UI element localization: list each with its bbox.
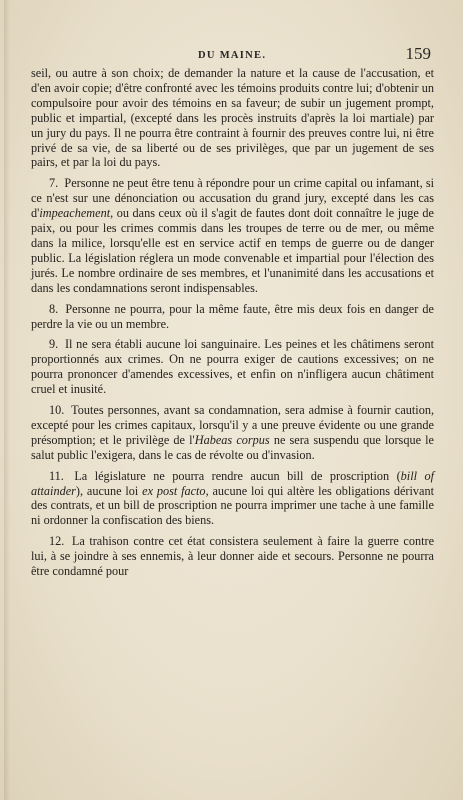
running-head: DU MAINE.	[198, 50, 267, 61]
article-9	[31, 337, 434, 397]
article-7	[31, 176, 434, 295]
text-segment: Toutes personnes, avant sa condamnation, sera admise à fournir caution, excepté pour les crimes capitaux, lorsqu'il y a une preuve évidente ou une grande présomption; et le privilège de l'	[31, 403, 435, 447]
italic-term: Habeas corpus	[194, 432, 270, 447]
article-number: 11.	[49, 468, 64, 483]
text-segment: Personne ne peut être tenu à répondre pour un crime capital ou infamant, si ce n'est sur une dénonciation ou accusation du grand jury, excepté dans les cas d'	[31, 176, 434, 221]
text-segment: ne sera suspendu que lorsque le salut public l'exigera, dans le cas de révolte ou d'invasion.	[31, 432, 434, 462]
text-segment: seil, ou autre à son choix; de demander la nature et la cause de l'accusation, et d'en avoir copie; d'être confronté avec les témoins produits contre lui; d'obtenir un compulsoire pour avoir des témoins en sa faveur; de subir un jugement prompt, public et impartial, (excepté dans les procès instruits d'après la loi martiale) par un jury du pays. Il ne pourra être contraint à fournir des preuves contre lui, ni être privé de sa vie, de sa liberté ou de ses privilèges, que par un jugement de ses pairs, et par la loi du pays.	[31, 66, 434, 170]
text-segment: La trahison contre cet état consistera seulement à faire la guerre contre lui, à se joindre à ses ennemis, à leur donner aide et secours. Personne ne pourra être condamné pour	[31, 534, 435, 579]
italic-term: ex post facto	[142, 483, 206, 498]
text-segment: , ou dans ceux où il s'agit de fautes dont doit connaître le juge de paix, ou pour les crimes commis dans les troupes de terre ou de mer, ou même dans la milice, lorsqu'elle est en service actif en temps de guerre ou de danger public. La législation réglera un mode convenable et impartial pour l'élection des jurés. Le nombre ordinaire de ses membres, et l'unanimité dans les accusations et dans les condamnations seront indispensables.	[31, 206, 434, 295]
article-10	[31, 403, 434, 463]
text-segment: La législature ne pourra rendre aucun bill de proscription (	[74, 468, 401, 483]
article-number: 8.	[49, 301, 59, 316]
article-number: 12.	[49, 534, 65, 549]
article-number: 10.	[49, 403, 65, 418]
article-12	[31, 534, 434, 579]
page-number: 159	[405, 44, 431, 63]
article-number: 9.	[49, 337, 59, 352]
text-segment: Il ne sera établi aucune loi sanguinaire. Les peines et les châtimens seront proportionnés aux crimes. On ne pourra exiger de cautions excessives; on ne pourra prononcer d'amendes excessives, et enfin on n'infligera aucun châtiment cruel et inusité.	[31, 337, 435, 397]
italic-term: impeachement	[39, 206, 111, 221]
article-number: 7.	[49, 176, 59, 191]
paragraph-continuation	[31, 66, 434, 170]
italic-term: bill of attainder	[31, 468, 434, 498]
body-text	[31, 66, 434, 585]
article-8	[31, 302, 434, 332]
page-header	[30, 44, 433, 66]
text-segment: Personne ne pourra, pour la même faute, être mis deux fois en danger de perdre la vie ou un membre.	[31, 301, 434, 331]
text-segment: ), aucune loi	[75, 483, 143, 498]
text-segment: , aucune loi qui altère les obligations dérivant des contrats, et un bill de proscription ne pourra imprimer une tache à une famille ni ordonner la confiscation des biens.	[31, 483, 434, 528]
article-11	[31, 469, 434, 529]
